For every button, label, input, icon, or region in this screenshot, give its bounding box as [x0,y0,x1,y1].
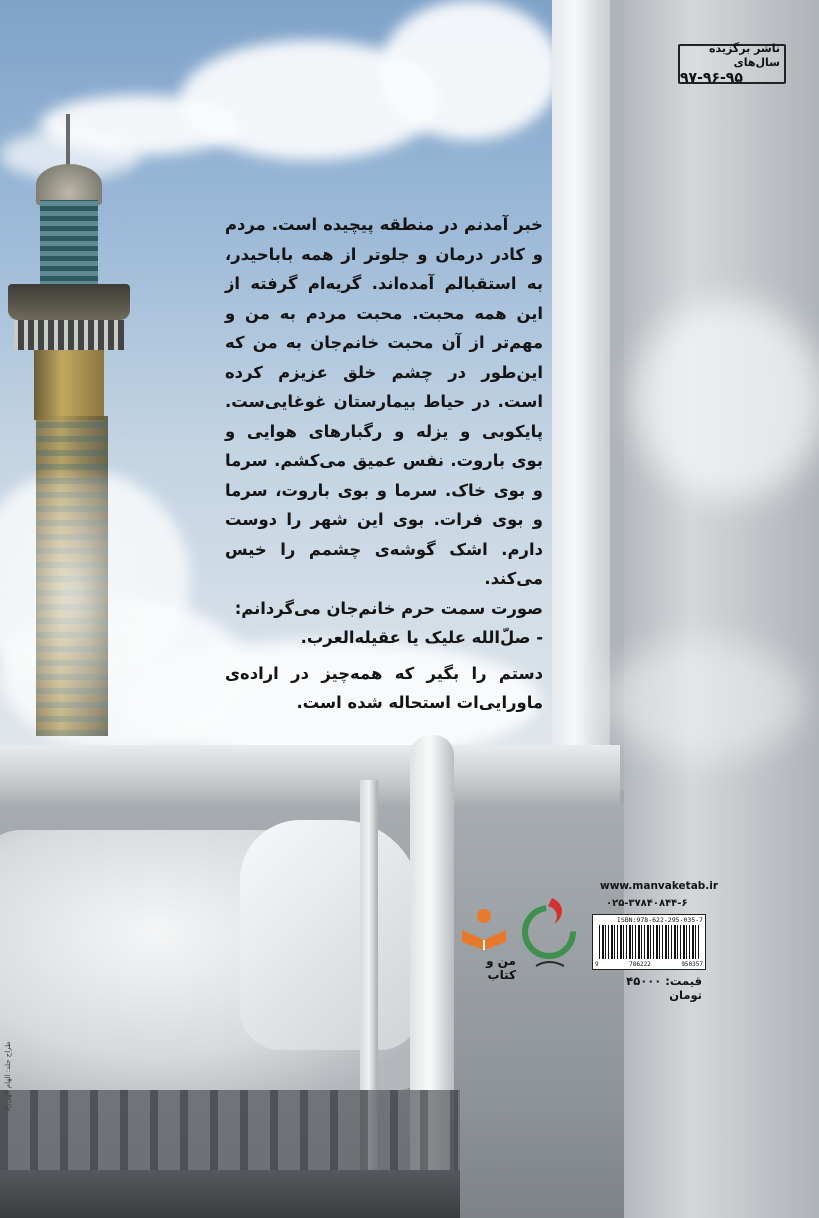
isbn-barcode [592,914,706,970]
minaret [8,96,130,736]
award-badge [678,44,786,84]
book-reader-logo-icon [452,904,516,982]
price-currency: تومان [669,988,702,1002]
excerpt-paragraph: صورت سمت حرم خانم‌جان می‌گردانم: [234,598,543,618]
publisher-website: www.manvaketab.ir [600,880,719,892]
window-frame [552,0,610,790]
publisher-logo-name: من و کتاب [486,954,516,982]
barcode-digits-mid: 786222 [629,961,651,968]
hospital-wall [624,0,819,1218]
badge-years: ۹۷-۹۶-۹۵ [680,70,743,86]
publisher-bird-logo-icon [516,888,582,978]
barcode-digits-right: 950357 [681,961,703,968]
excerpt-paragraph: دستم را بگیر که همه‌چیز در اراده‌ی ماورایی‌ات استحاله شده است. [225,663,543,712]
back-cover-excerpt [225,210,543,718]
barcode-bars [599,925,701,959]
price-label [598,974,702,1002]
price-value: قیمت: ۴۵۰۰۰ [626,974,702,988]
excerpt-paragraph: خبر آمدنم در منطقه پیچیده است. مردم و کادر درمان و جلوتر از همه باباحیدر، به استقبالم آمده‌اند. گریه‌ام گرفته از این همه محبت. محبت مردم به من و مهم‌تر از آن محبت خانم‌جان به من که این‌طور در چشم خلق عزیزم کرده است. در حیاط بیمارستان غوغایی‌ست. پایکوبی و یزله و رگبارهای هوایی و بوی باروت. نفس عمیق می‌کشم. سرما و بوی خاک. سرما و بوی باروت، سرما و بوی فرات. بوی این شهر را دوست دارم. اشک گوشه‌ی چشمم را خیس می‌کند. [225,215,543,588]
window-sill [0,745,620,805]
badge-title: ناشر برگزیده سال‌های [709,42,780,69]
excerpt-paragraph: - صلّ‌الله علیک یا عقیله‌العرب. [300,628,543,647]
barcode-digits-left: 9 [595,961,599,968]
cover-designer-credit: طراح جلد: الهام الهی‌راد [4,1041,12,1112]
publisher-phone: ۰۲۵-۳۷۸۴۰۸۴۴-۶ [606,898,688,909]
isbn-number: ISBN:978-622-295-035-7 [616,916,703,924]
